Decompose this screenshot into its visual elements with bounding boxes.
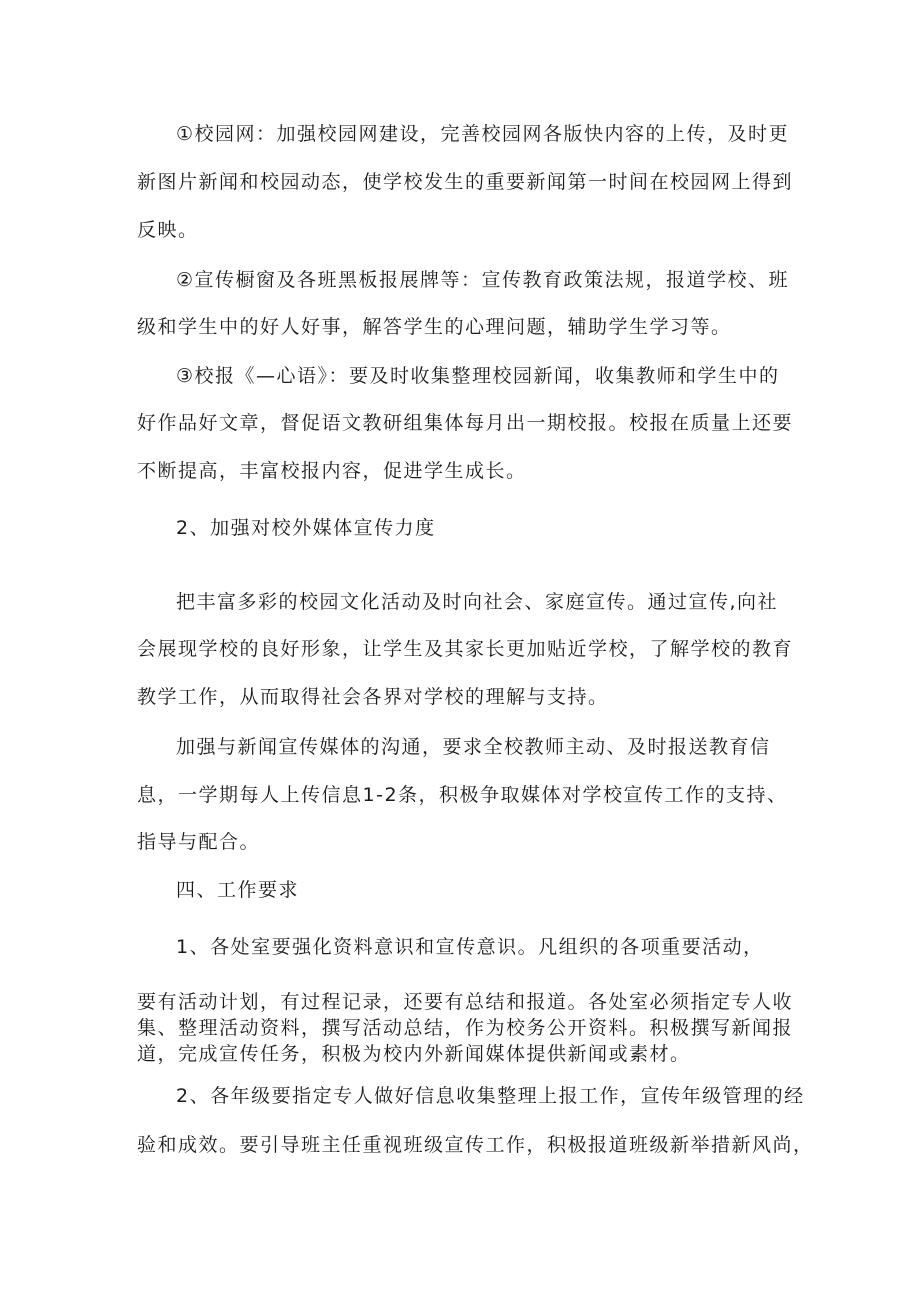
text-line: 验和成效。要引导班主任重视班级宣传工作，积极报道班级新举措新风尚， [137, 1134, 814, 1156]
section-heading: 四、工作要求 [176, 879, 300, 901]
text-line: 2、各年级要指定专人做好信息收集整理上报工作，宣传年级管理的经 [176, 1085, 805, 1107]
text-line: 会展现学校的良好形象，让学生及其家长更加贴近学校，了解学校的教育 [137, 638, 794, 660]
section-heading: 2、加强对校外媒体宣传力度 [176, 517, 436, 539]
text-line: 指导与配合。 [137, 831, 261, 853]
text-line: 教学工作，从而取得社会各界对学校的理解与支持。 [137, 686, 609, 708]
text-line: 好作品好文章，督促语文教研组集体每月出一期校报。校报在质量上还要 [137, 412, 794, 434]
text-line: ②宣传橱窗及各班黑板报展牌等：宣传教育政策法规，报道学校、班 [176, 269, 790, 291]
text-line: 不断提高，丰富校报内容，促进学生成长。 [137, 460, 527, 482]
text-line: 息，一学期每人上传信息1-2条，积极争取媒体对学校宣传工作的支持、 [137, 784, 788, 806]
text-line: 要有活动计划，有过程记录，还要有总结和报道。各处室必须指定专人收 [137, 991, 794, 1013]
text-line: ③校报《—心语》：要及时收集整理校园新闻，收集教师和学生中的 [176, 365, 780, 387]
text-line: ①校园网：加强校园网建设，完善校园网各版快内容的上传，及时更 [176, 123, 790, 145]
text-line: 加强与新闻宣传媒体的沟通，要求全校教师主动、及时报送教育信 [176, 736, 771, 758]
text-line: 反映。 [137, 219, 199, 241]
text-line: 道，完成宣传任务，积极为校内外新闻媒体提供新闻或素材。 [137, 1043, 691, 1065]
text-line: 1、各处室要强化资料意识和宣传意识。凡组织的各项重要活动， [176, 936, 764, 958]
text-line: 把丰富多彩的校园文化活动及时向社会、家庭宣传。通过宣传,向社 [176, 591, 779, 613]
text-line: 新图片新闻和校园动态，使学校发生的重要新闻第一时间在校园网上得到 [137, 171, 794, 193]
text-line: 集、整理活动资料，撰写活动总结，作为校务公开资料。积极撰写新闻报 [137, 1017, 794, 1039]
text-line: 级和学生中的好人好事，解答学生的心理问题，辅助学生学习等。 [137, 316, 732, 338]
